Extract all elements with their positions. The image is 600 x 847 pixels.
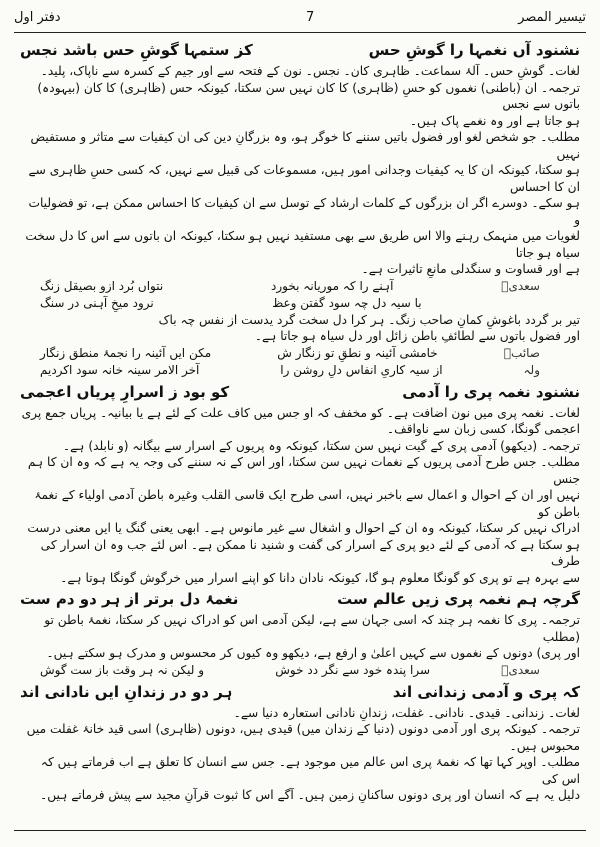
couplet-second-half: کو بود ز اسرارِ پریاں اعجمی: [20, 382, 230, 401]
verse-line: [20, 295, 580, 312]
verse-first-half: با سیہ دل چہ سود گفتن وعظ: [272, 295, 422, 310]
verse-second-half: نتواں بُرد ازو بصیقل زنگ: [40, 278, 164, 293]
verse-line: [20, 362, 580, 379]
text-line: مطلب۔ اوپر کہا تھا کہ نغمۂ پری اس عالم میں موجود ہے۔ جس سے انسان کا تعلق ہے اب فرماتے ہیں کہ اس کی: [40, 755, 580, 786]
verse-second-half: و لیکن نہ ہر وقت باز ست گوش: [40, 662, 205, 677]
couplet-first-half: نشنود آں نغمہا را گوشِ حس: [368, 41, 580, 59]
footer-rule: [14, 830, 586, 831]
header-rule: [14, 32, 586, 33]
verse-first-half: خامشی آئینہ و نطقِ تو زنگار ش: [277, 345, 438, 360]
text-line: مطلب۔ جس طرح آدمی پریوں کے نغمات نہیں سن سکتا، اور اس کے نہ سننے کی وجہ یہ ہے کہ وہ ان کا ہم جنس: [27, 455, 580, 486]
text-line: نہیں اور ان کے احوال و اعمال سے باخبر نہیں، اسی طرح ایک قاسی القلب وغیرہ باطن آدمی اولیاء کے نغمۂ باطن کو: [34, 488, 580, 519]
verse-line: [20, 278, 580, 295]
text-line: لغات۔ زندانی۔ قیدی۔ نادانی۔ غفلت، زندانِ نادانی استعارہ دنیا سے۔: [233, 705, 580, 720]
couplet-first-half: گرچہ ہم نغمہ پری زیں عالم ست: [337, 590, 580, 608]
verse-line: [20, 662, 580, 679]
verse-second-half: مکن ایں آئینہ را نجمۂ منطق زنگار: [40, 345, 212, 360]
couplet-first-half: نشنود نغمہ پری را آدمی: [402, 382, 580, 401]
text-line: ہو سکے۔ دوسرے اگر ان بزرگوں کے کلمات ارشاد کے توسل سے ان کیفیات کا احساس ممکن ہے، تو فضولیات و: [28, 196, 580, 227]
text-line: لغویات میں منہمک رہنے والا اس طریق سے بھی مستفید نہیں ہو سکتا، کیونکہ ان باتوں سے اس کا دل سخت سیاہ ہو جاتا: [25, 229, 580, 260]
poet-tag: صائبؒ: [503, 345, 540, 360]
text-line: ترجمہ۔ ان (باطنی) نغموں کو حسِ (ظاہری) کا کان نہیں سن سکتا، کیونکہ حس (ظاہری) کا کان (بیہودہ) باتوں سے نجس: [37, 80, 580, 111]
couplet: [20, 588, 580, 610]
verse-first-half: آہنے را کہ موریانہ بخورد: [271, 278, 394, 293]
text-line: ترجمہ۔ کیونکہ پری اور آدمی دونوں (دنیا کے زندان میں) قیدی ہیں، دونوں (ظاہری) اسی قید خانۂ غفلت میں محبوس ہیں۔: [26, 722, 580, 753]
page-content: [20, 37, 580, 804]
couplet: [20, 381, 580, 403]
page-header: [14, 6, 586, 32]
text-line: ہے اور قساوت و سنگدلی مانعِ تاثیرات ہے۔: [361, 262, 580, 276]
couplet-first-half: کہ پری و آدمی زندانی اند: [392, 682, 580, 701]
text-line: ہو سکتا، کیونکہ ان کا یہ کیفیات وجدانی امور ہیں، مسموعات کی قبیل سے نہیں، کہ کسی حسِ ظاہری سے ان کا احساس: [28, 163, 580, 194]
text-line: ادراک نہیں کر سکتا، کیونکہ وہ ان کے احوال و اشغال سے غیر مانوس ہے۔ ابھی یعنی گنگ یا ایں معنی درست: [27, 521, 580, 535]
verse-first-half: سرا پندہ خود سے نگر دد خوش: [275, 662, 431, 677]
text-line: مطلب۔ جو شخص لغو اور فضول باتیں سننے کا خوگر ہو، وہ بزرگانِ دین کی ان کیفیات سے متاثر و مستفیض نہیں: [30, 130, 580, 161]
text-line: اور فضول باتوں سے لطائفِ باطن زائل اور دل سیاہ ہو جاتا ہے۔: [254, 329, 580, 343]
poet-tag: ولہ: [523, 362, 540, 377]
text-line: اور پری) دونوں کے نغموں سے کہیں اعلیٰ و ارفع ہے، دیکھو وہ کیوں کر محسوس و مدرک ہو سکتے ہیں۔: [46, 646, 580, 660]
text-line: لغات۔ نغمہ پری میں نون اضافت ہے۔ کو مخفف کہ او جس میں کاف علت کے لئے ہے یا بیانیہ۔ پریاں جمع پری: [21, 405, 580, 420]
poet-tag: سعدیؒ: [501, 662, 540, 677]
text-line: لغات۔ گوشِ حس۔ آلۂ سماعت۔ ظاہری کان۔ نجس۔ نون کے فتحہ سے اور جیم کے کسرہ سے ناپاک، پلید۔: [40, 64, 580, 78]
page-number: 7: [306, 10, 315, 25]
couplet-second-half: ہر دو در زندانِ ایں نادانی اند: [20, 682, 233, 701]
header-volume: دفتر اول: [14, 10, 61, 25]
text-line: ہو سکتا ہے کہ آدمی کے لئے دیو پری کے اسرار کی گفت و شنید نا ممکن ہے۔ اس لئے جب وہ ان اسرار کی طرف: [40, 537, 580, 568]
poet-tag: سعدیؒ: [501, 278, 540, 293]
text-line: سے بہرہ ہے تو پری کو گونگا معلوم ہو گا، کیونکہ نادان دانا کو اپنے اسرار میں خرگوش گونگا ہوتا ہے۔: [60, 570, 580, 585]
text-line: ترجمہ۔ (دیکھو) آدمی پری کے گیت نہیں سن سکتا، کیونکہ وہ پریوں کے اسرار سے بیگانہ (و نابلد) ہے۔: [63, 438, 580, 453]
text-line: ترجمہ۔ پری کا نغمہ ہر چند کہ اسی جہان سے ہے، لیکن آدمی اس کو ادراک نہیں کر سکتا، نغمۂ باطن تو (مطلب: [44, 613, 580, 644]
text-line: ہو جاتا ہے اور وہ نغمے پاک ہیں۔: [409, 113, 580, 128]
couplet: [20, 39, 580, 61]
text-line: تیر بر گردد باغوشِ کمانِ صاحب زنگ۔ ہر کرا دل سخت گرد یدست از نفس چہ باک: [158, 312, 580, 327]
verse-first-half: از سیہ کاریِ انفاس دلِ روشن را: [280, 362, 443, 377]
couplet-second-half: نغمۂ دل برتر از ہر دو دم ست: [20, 590, 239, 608]
couplet-second-half: کز ستمہا گوشِ حس باشد نجس: [20, 41, 253, 59]
verse-second-half: آخر الامر سینہ خانہ سود اکردیم: [40, 362, 200, 377]
text-line: اعجمی گونگا، کسی زبان سے ناواقف۔: [386, 422, 580, 436]
verse-line: [20, 345, 580, 362]
text-line: دلیل یہ ہے کہ انسان اور پری دونوں ساکنانِ زمین ہیں۔ آگے اس کا ثبوت قرآنِ مجید سے پیش فرماتے ہیں۔: [40, 788, 580, 802]
verse-second-half: نرود میخِ آہنی در سنگ: [40, 295, 154, 310]
couplet: [20, 681, 580, 703]
header-book-title: تیسیر المصر: [518, 10, 586, 25]
